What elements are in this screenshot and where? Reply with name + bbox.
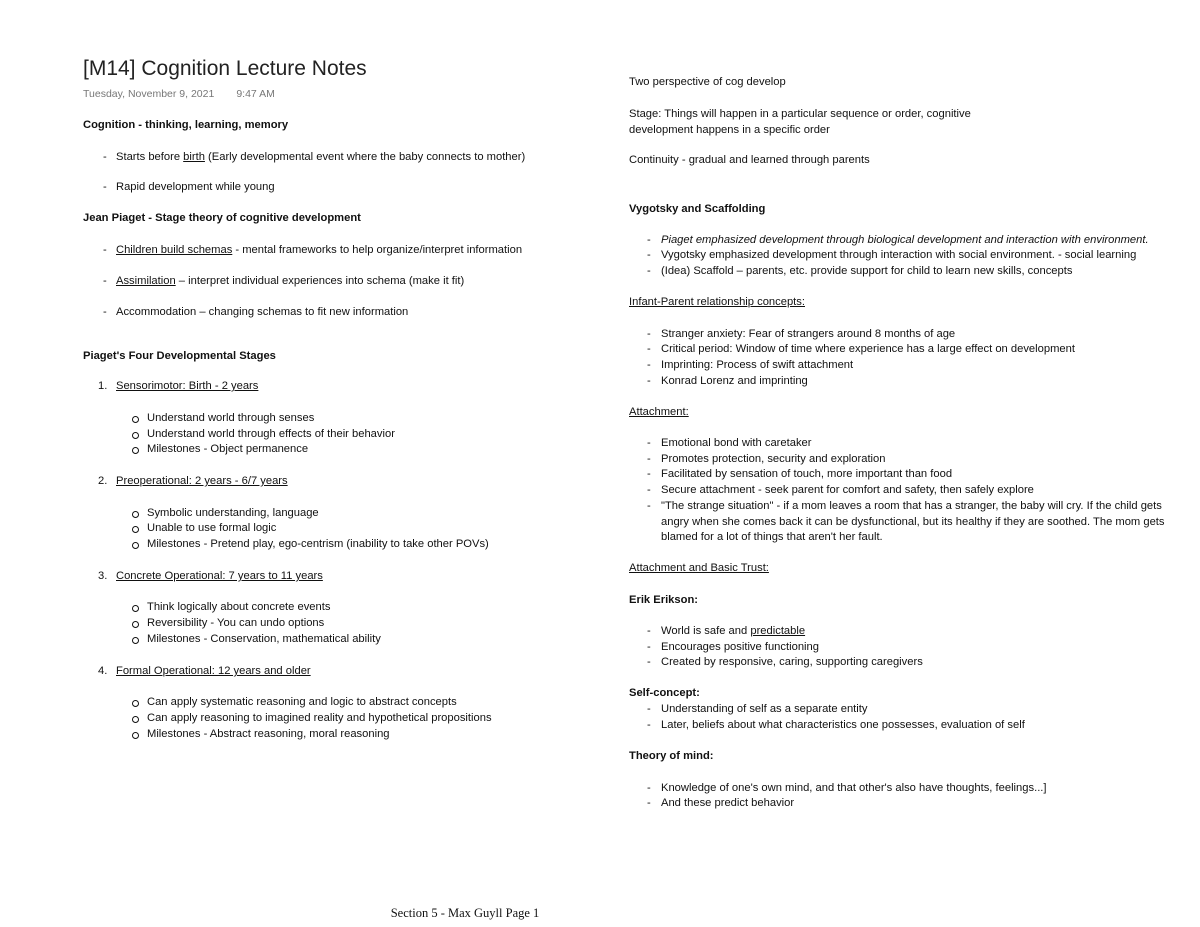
stage-line: Stage: Things will happen in a particular sequence or order, cognitive [629,108,971,120]
cognition-heading: Cognition - thinking, learning, memory [83,119,289,131]
circle-bullet-icon [132,447,139,454]
dash-bullet: - [647,453,651,465]
list-item: Critical period: Window of time where experience has a large effect on development [661,343,1075,355]
circle-bullet-icon [132,432,139,439]
dash-bullet: - [647,375,651,387]
dash-bullet: - [103,306,107,318]
dash-bullet: - [647,484,651,496]
list-item: Can apply reasoning to imagined reality and hypothetical propositions [147,712,492,724]
stage-title: Formal Operational: 12 years and older [116,665,311,677]
note-datetime [83,88,275,100]
list-item: Imprinting: Process of swift attachment [661,359,854,371]
text-run: World is safe and [661,625,751,637]
stage-line-cont: development happens in a specific order [629,124,830,136]
basic-trust-heading: Attachment and Basic Trust: [629,562,769,574]
dash-bullet: - [647,797,651,809]
stage-title: Preoperational: 2 years - 6/7 years [116,475,288,487]
note-date: Tuesday, November 9, 2021 [83,88,215,100]
list-item: Milestones - Conservation, mathematical ability [147,633,381,645]
list-item: Later, beliefs about what characteristics one possesses, evaluation of self [661,719,1025,731]
dash-bullet: - [647,641,651,653]
list-item [116,150,525,166]
perspectives-line: Two perspective of cog develop [629,76,786,88]
list-item: Understanding of self as a separate entity [661,703,868,715]
list-item-cont: angry when she comes back it can be dysfunctional, but its healthy if they are soothed. The mom gets [661,516,1165,528]
dash-bullet: - [647,343,651,355]
dash-bullet: - [647,782,651,794]
stage-title: Concrete Operational: 7 years to 11 years [116,570,323,582]
list-item: Created by responsive, caring, supporting caregivers [661,656,923,668]
list-item: Can apply systematic reasoning and logic to abstract concepts [147,696,457,708]
list-item: Vygotsky emphasized development through interaction with social environment. - social learning [661,249,1137,261]
list-item: Symbolic understanding, language [147,507,319,519]
list-item: Milestones - Abstract reasoning, moral reasoning [147,728,390,740]
text-run: (Early developmental event where the baby connects to mother) [204,151,526,163]
list-item: Stranger anxiety: Fear of strangers around 8 months of age [661,328,956,340]
vygotsky-heading: Vygotsky and Scaffolding [629,203,766,215]
circle-bullet-icon [132,732,139,739]
list-item-cont: blamed for a lot of things that aren't her fault. [661,531,883,543]
dash-bullet: - [647,359,651,371]
list-item: Piaget emphasized development through biological development and interaction with environment. [661,234,1149,246]
dash-bullet: - [103,244,107,256]
circle-bullet-icon [132,416,139,423]
list-item: Understand world through senses [147,412,315,424]
list-item: Konrad Lorenz and imprinting [661,375,808,387]
dash-bullet: - [647,249,651,261]
dash-bullet: - [103,275,107,287]
infant-parent-heading: Infant-Parent relationship concepts: [629,296,805,308]
dash-bullet: - [647,625,651,637]
dash-bullet: - [647,719,651,731]
circle-bullet-icon [132,605,139,612]
circle-bullet-icon [132,526,139,533]
note-time: 9:47 AM [236,88,275,100]
text-run-underlined: predictable [750,625,806,637]
piaget-heading: Jean Piaget - Stage theory of cognitive development [83,212,361,224]
list-item: Milestones - Pretend play, ego-centrism (inability to take other POVs) [147,538,489,550]
continuity-line: Continuity - gradual and learned through parents [629,154,870,166]
stage-number: 4. [98,665,108,677]
dash-bullet: - [647,265,651,277]
circle-bullet-icon [132,511,139,518]
dash-bullet: - [103,151,107,163]
text-run-underlined: Children build schemas [116,244,233,256]
list-item: Secure attachment - seek parent for comfort and safety, then safely explore [661,484,1034,496]
text-run: Starts before [116,151,184,163]
stage-number: 3. [98,570,108,582]
circle-bullet-icon [132,637,139,644]
dash-bullet: - [647,234,651,246]
list-item: Knowledge of one's own mind, and that other's also have thoughts, feelings...] [661,782,1047,794]
list-item: (Idea) Scaffold – parents, etc. provide support for child to learn new skills, concepts [661,265,1073,277]
list-item: Reversibility - You can undo options [147,617,325,629]
page-footer: Section 5 - Max Guyll Page 1 [390,906,540,920]
dash-bullet: - [647,328,651,340]
list-item: Encourages positive functioning [661,641,819,653]
text-run: – interpret individual experiences into schema (make it fit) [175,275,465,287]
self-concept-heading: Self-concept: [629,687,700,699]
dash-bullet: - [647,468,651,480]
list-item: And these predict behavior [661,797,795,809]
stage-number: 2. [98,475,108,487]
list-item: "The strange situation" - if a mom leaves a room that has a stranger, the baby will cry. If the child gets [661,500,1162,512]
stage-number: 1. [98,380,108,392]
erikson-heading: Erik Erikson: [629,594,699,606]
circle-bullet-icon [132,716,139,723]
theory-of-mind-heading: Theory of mind: [629,750,714,762]
stage-title: Sensorimotor: Birth - 2 years [116,380,259,392]
list-item: Rapid development while young [116,181,275,193]
text-run-underlined: Assimilation [116,275,176,287]
dash-bullet: - [647,703,651,715]
dash-bullet: - [103,181,107,193]
dash-bullet: - [647,656,651,668]
list-item: Milestones - Object permanence [147,443,309,455]
list-item: Emotional bond with caretaker [661,437,812,449]
page-title: [M14] Cognition Lecture Notes [83,57,367,80]
text-run-underlined: birth [183,151,205,163]
list-item [116,274,464,290]
list-item: Accommodation – changing schemas to fit new information [116,306,409,318]
list-item: Unable to use formal logic [147,522,277,534]
dash-bullet: - [647,437,651,449]
list-item: Promotes protection, security and exploration [661,453,886,465]
list-item [661,624,805,640]
attachment-heading: Attachment: [629,406,689,418]
circle-bullet-icon [132,700,139,707]
list-item: Understand world through effects of their behavior [147,428,395,440]
stages-heading: Piaget's Four Developmental Stages [83,350,276,362]
circle-bullet-icon [132,621,139,628]
dash-bullet: - [647,500,651,512]
circle-bullet-icon [132,542,139,549]
list-item [116,243,522,259]
list-item: Facilitated by sensation of touch, more important than food [661,468,953,480]
text-run: - mental frameworks to help organize/interpret information [232,244,523,256]
list-item: Think logically about concrete events [147,601,331,613]
